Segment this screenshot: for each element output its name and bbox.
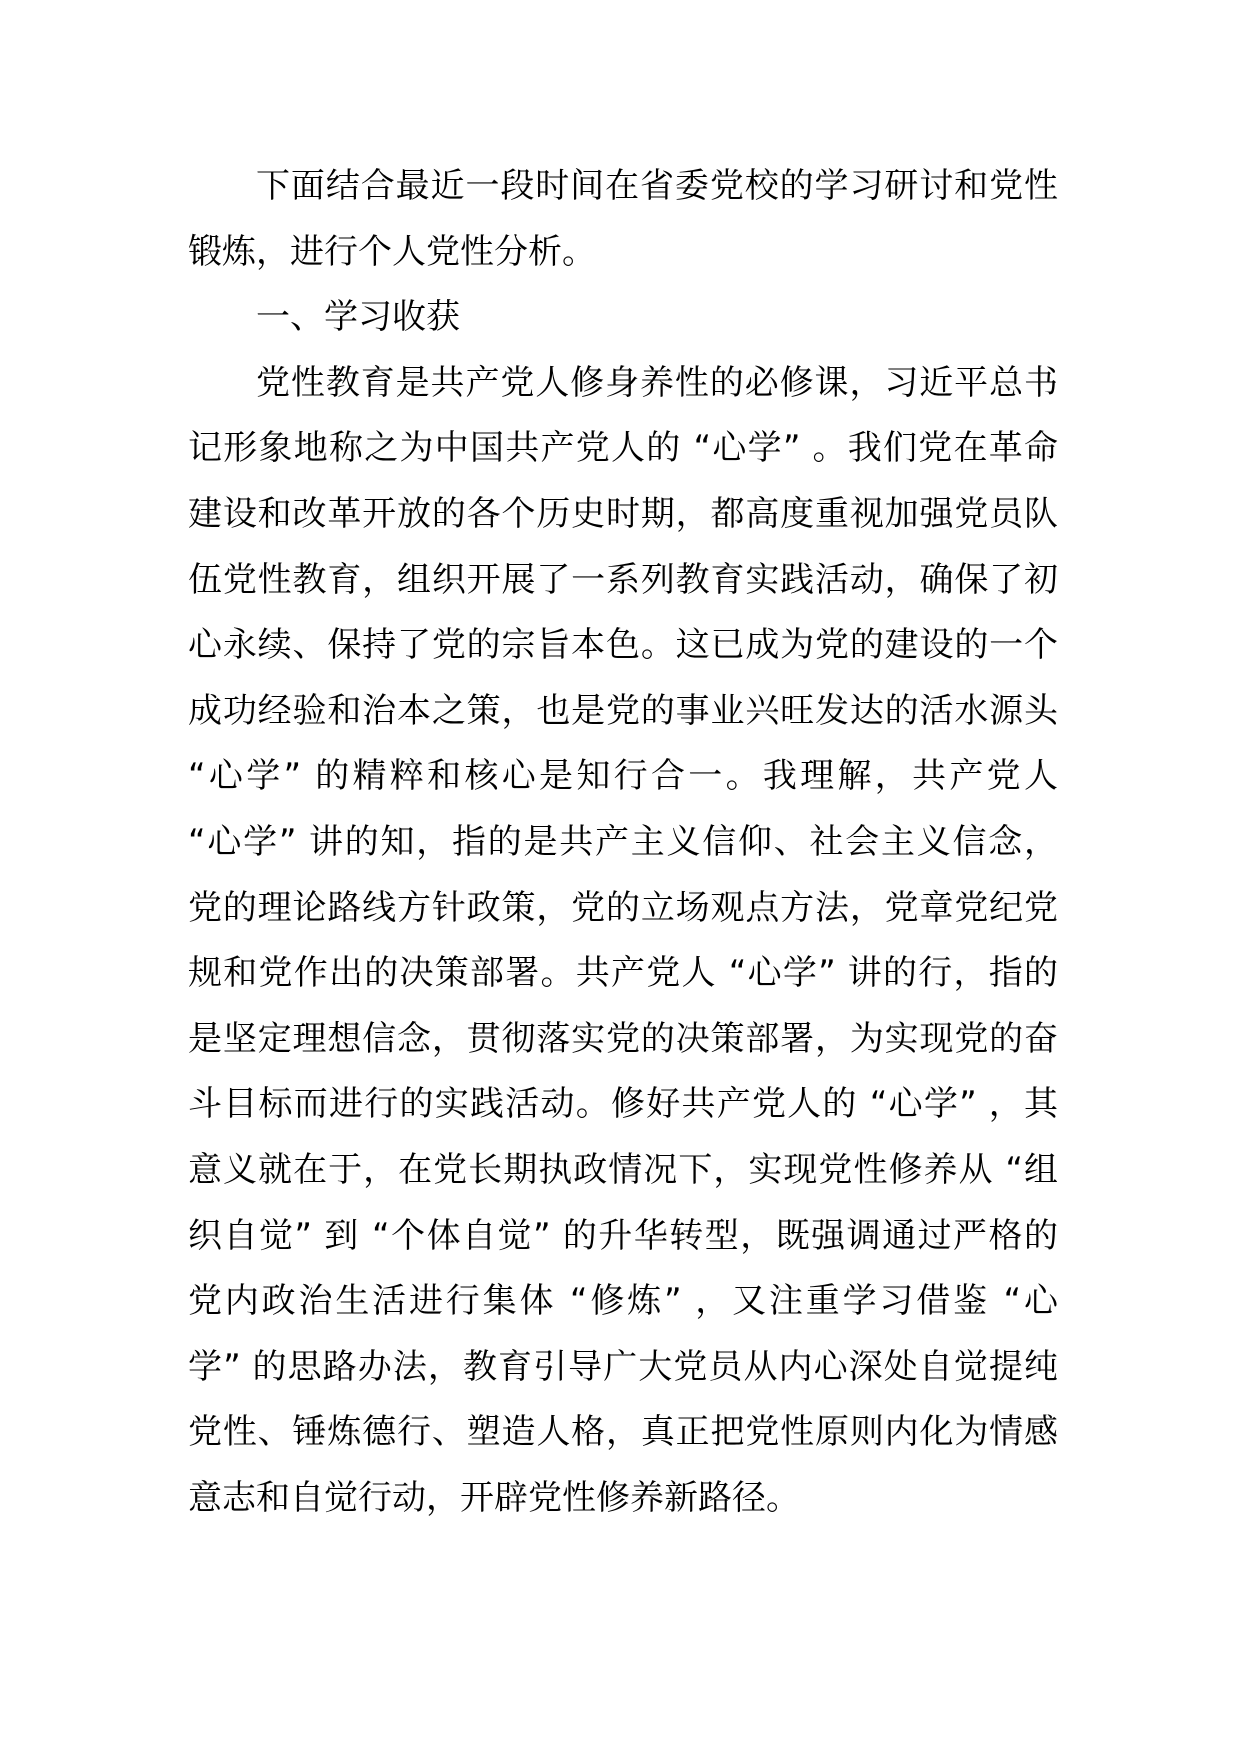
paragraph-1-line-17: 党性、锤炼德行、塑造人格，真正把党性原则内化为情感 bbox=[188, 1412, 1058, 1453]
paragraph-1-line-18: 意志和自觉行动，开辟党性修养新路径。 bbox=[188, 1477, 800, 1518]
paragraph-1-line-7: “心学” 的精粹和核心是知行合一。我理解，共产党人 bbox=[188, 756, 1058, 797]
section-heading: 一、学习收获 bbox=[256, 297, 460, 338]
paragraph-intro-line-2: 锻炼，进行个人党性分析。 bbox=[188, 231, 596, 272]
paragraph-1-line-11: 是坚定理想信念，贯彻落实党的决策部署，为实现党的奋 bbox=[188, 1018, 1058, 1059]
paragraph-1-line-8: “心学” 讲的知，指的是共产主义信仰、社会主义信念， bbox=[188, 821, 1058, 862]
paragraph-1-line-3: 建设和改革开放的各个历史时期，都高度重视加强党员队 bbox=[188, 493, 1058, 534]
paragraph-1-line-12: 斗目标而进行的实践活动。修好共产党人的 “心学” ，其 bbox=[188, 1084, 1058, 1125]
paragraph-1-line-10: 规和党作出的决策部署。共产党人 “心学” 讲的行，指的 bbox=[188, 953, 1058, 994]
paragraph-1-line-4: 伍党性教育，组织开展了一系列教育实践活动，确保了初 bbox=[188, 559, 1058, 600]
paragraph-1-line-14: 织自觉” 到 “个体自觉” 的升华转型，既强调通过严格的 bbox=[188, 1215, 1058, 1256]
paragraph-1-line-5: 心永续、保持了党的宗旨本色。这已成为党的建设的一个 bbox=[188, 625, 1058, 666]
paragraph-1-line-16: 学” 的思路办法，教育引导广大党员从内心深处自觉提纯 bbox=[188, 1346, 1058, 1387]
paragraph-1-line-1: 党性教育是共产党人修身养性的必修课，习近平总书 bbox=[256, 362, 1058, 403]
paragraph-1-line-15: 党内政治生活进行集体 “修炼” ，又注重学习借鉴 “心 bbox=[188, 1281, 1058, 1322]
paragraph-intro-line-1: 下面结合最近一段时间在省委党校的学习研讨和党性 bbox=[256, 166, 1058, 206]
paragraph-1-line-9: 党的理论路线方针政策，党的立场观点方法，党章党纪党 bbox=[188, 887, 1058, 928]
paragraph-1-line-2: 记形象地称之为中国共产党人的 “心学” 。我们党在革命 bbox=[188, 428, 1058, 469]
paragraph-1-line-13: 意义就在于，在党长期执政情况下，实现党性修养从 “组 bbox=[188, 1149, 1058, 1190]
document-body bbox=[188, 154, 1058, 1531]
paragraph-1-line-6: 成功经验和治本之策，也是党的事业兴旺发达的活水源头 bbox=[188, 690, 1058, 731]
